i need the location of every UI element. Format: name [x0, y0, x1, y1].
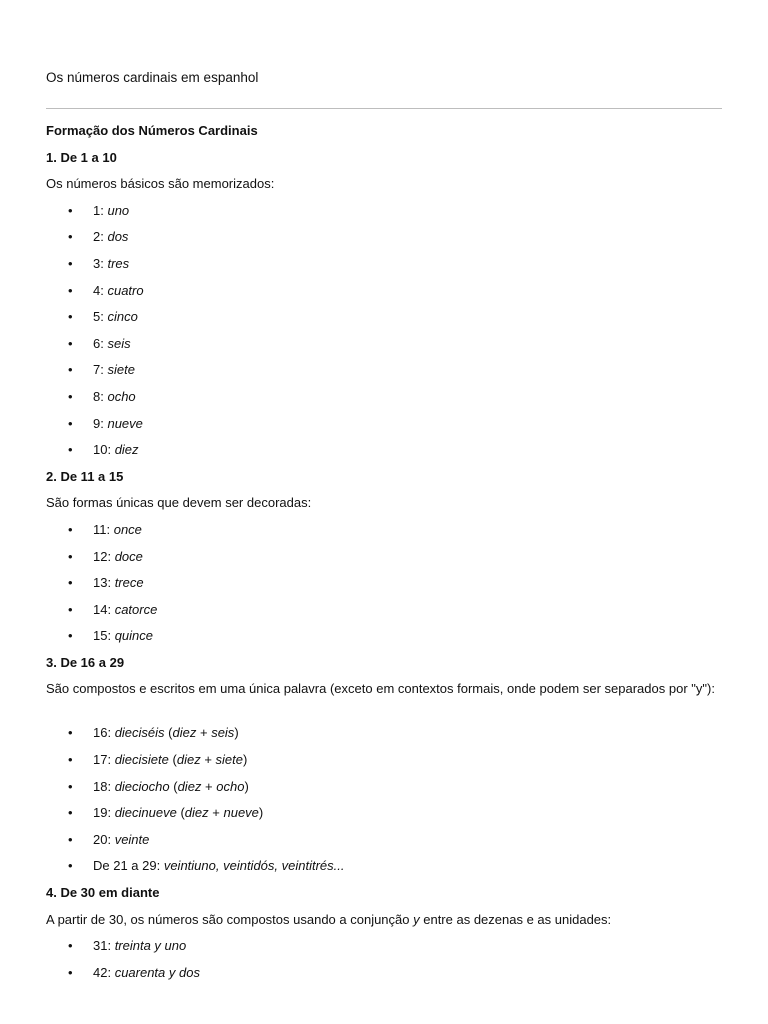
number-list — [46, 202, 726, 468]
section-intro: São compostos e escritos em uma única palavra (exceto em contextos formais, onde podem ser separados por "y"): — [46, 681, 715, 697]
list-item: • 1: uno — [68, 202, 130, 218]
list-item: • 19: diecinueve (diez + nueve) — [68, 805, 264, 821]
document-title: Os números cardinais em espanhol — [46, 70, 259, 85]
list-item: • 13: trece — [68, 575, 144, 591]
bullet-icon: • — [68, 964, 73, 980]
section-heading: 4. De 30 em diante — [46, 885, 160, 901]
list-item: • 42: cuarenta y dos — [68, 964, 200, 980]
bullet-icon: • — [68, 229, 73, 245]
bullet-icon: • — [68, 805, 73, 821]
main-heading: Formação dos Números Cardinais — [46, 123, 258, 138]
bullet-icon: • — [68, 521, 73, 537]
number-list — [46, 937, 726, 990]
list-item: • 15: quince — [68, 628, 153, 644]
list-item: • 18: dieciocho (diez + ocho) — [68, 778, 249, 794]
bullet-icon: • — [68, 282, 73, 298]
list-item: • 5: cinco — [68, 309, 138, 325]
section-16-to-29 — [46, 654, 726, 884]
section-intro: Os números básicos são memorizados: — [46, 176, 275, 192]
bullet-icon: • — [68, 415, 73, 431]
bullet-icon: • — [68, 442, 73, 458]
section-heading: 3. De 16 a 29 — [46, 654, 125, 670]
list-item: • 12: doce — [68, 548, 143, 564]
list-item: • 11: once — [68, 521, 142, 537]
number-list — [46, 521, 726, 654]
bullet-icon: • — [68, 752, 73, 768]
list-item: • 31: treinta y uno — [68, 938, 187, 954]
bullet-icon: • — [68, 938, 73, 954]
list-item: • 14: catorce — [68, 601, 158, 617]
section-intro: São formas únicas que devem ser decoradas: — [46, 495, 312, 511]
list-item: • 20: veinte — [68, 831, 150, 847]
bullet-icon: • — [68, 601, 73, 617]
list-item: • 6: seis — [68, 335, 131, 351]
number-list — [46, 724, 726, 884]
list-item: • De 21 a 29: veintiuno, veintidós, veintitrés... — [68, 858, 345, 874]
list-item: • 4: cuatro — [68, 282, 144, 298]
bullet-icon: • — [68, 335, 73, 351]
bullet-icon: • — [68, 548, 73, 564]
list-item: • 16: dieciséis (diez + seis) — [68, 725, 239, 741]
list-item: • 10: diez — [68, 442, 139, 458]
list-item: • 17: diecisiete (diez + siete) — [68, 752, 248, 768]
bullet-icon: • — [68, 362, 73, 378]
bullet-icon: • — [68, 309, 73, 325]
list-item: • 9: nueve — [68, 415, 143, 431]
list-item: • 7: siete — [68, 362, 135, 378]
bullet-icon: • — [68, 388, 73, 404]
bullet-icon: • — [68, 575, 73, 591]
section-1-to-10 — [46, 149, 726, 468]
horizontal-divider — [46, 108, 722, 109]
bullet-icon: • — [68, 202, 73, 218]
section-11-to-15 — [46, 468, 726, 654]
bullet-icon: • — [68, 628, 73, 644]
bullet-icon: • — [68, 831, 73, 847]
bullet-icon: • — [68, 778, 73, 794]
document-body — [46, 122, 726, 990]
section-heading: 2. De 11 a 15 — [46, 468, 124, 484]
list-item: • 3: tres — [68, 255, 130, 271]
bullet-icon: • — [68, 255, 73, 271]
section-heading: 1. De 1 a 10 — [46, 149, 117, 165]
list-item: • 2: dos — [68, 229, 129, 245]
list-item: • 8: ocho — [68, 388, 136, 404]
bullet-icon: • — [68, 725, 73, 741]
bullet-icon: • — [68, 858, 73, 874]
section-30-onward — [46, 884, 726, 990]
section-intro: A partir de 30, os números são compostos usando a conjunção y entre as dezenas e as unidades: — [46, 911, 612, 927]
